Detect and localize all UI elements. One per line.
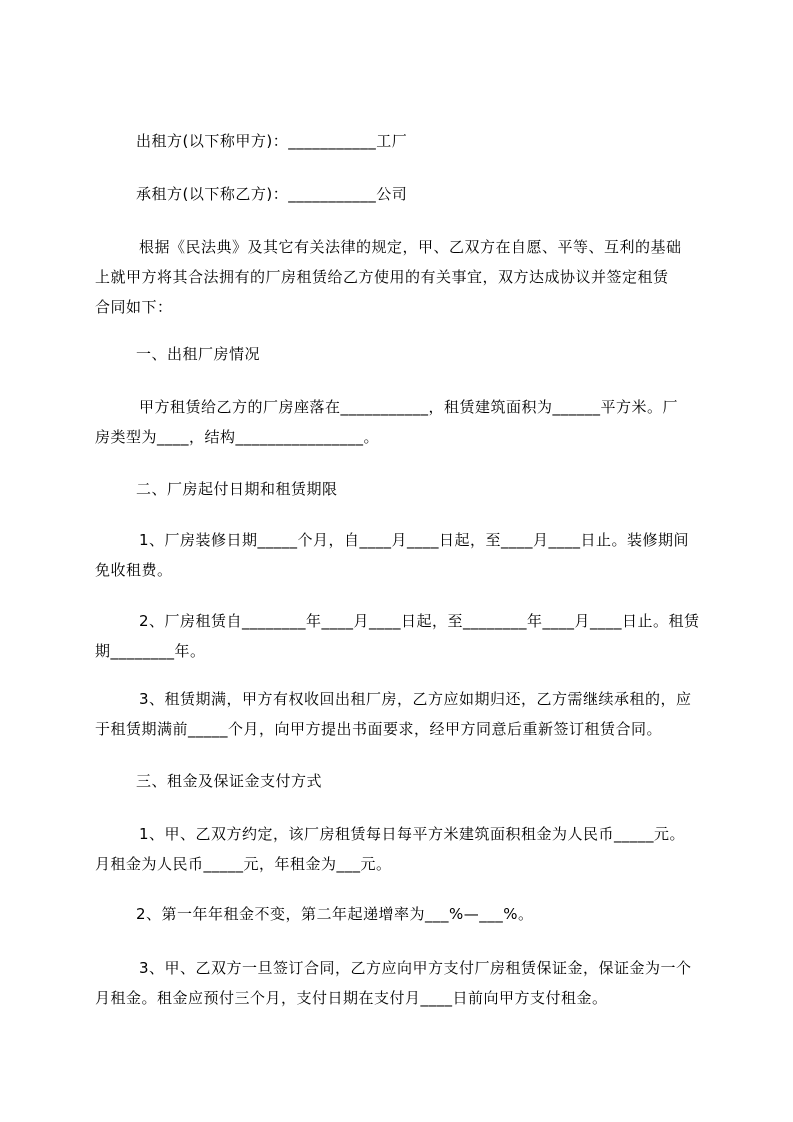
- section2-heading: 二、厂房起付日期和租赁期限: [136, 480, 338, 498]
- section1-heading: 一、出租厂房情况: [136, 345, 261, 363]
- lessee-line: 承租方(以下称乙方)：___________公司: [136, 185, 408, 203]
- preamble-line-2: 上就甲方将其合法拥有的厂房租赁给乙方使用的有关事宜，双方达成协议并签定租赁: [95, 268, 669, 286]
- section3-item2-line-1: 2、第一年年租金不变，第二年起递增率为___%—___%。: [136, 905, 534, 923]
- section1-line-1: 甲方租赁给乙方的厂房座落在___________，租赁建筑面积为______平方米。厂: [139, 398, 679, 416]
- section3-item1-line-1: 1、甲、乙双方约定，该厂房租赁每日每平方米建筑面积租金为人民币_____元。: [139, 825, 686, 843]
- section3-heading: 三、租金及保证金支付方式: [136, 772, 323, 790]
- section2-item3-line-1: 3、租赁期满，甲方有权收回出租厂房，乙方应如期归还，乙方需继续承租的，应: [139, 690, 692, 708]
- section3-item3-line-1: 3、甲、乙双方一旦签订合同，乙方应向甲方支付厂房租赁保证金，保证金为一个: [139, 959, 692, 977]
- section2-item3-line-2: 于租赁期满前_____个月，向甲方提出书面要求，经甲方同意后重新签订租赁合同。: [95, 720, 663, 738]
- section3-item1-line-2: 月租金为人民币_____元，年租金为___元。: [95, 855, 392, 873]
- section3-item3-line-2: 月租金。租金应预付三个月，支付日期在支付月____日前向甲方支付租金。: [95, 989, 608, 1007]
- preamble-line-1: 根据《民法典》及其它有关法律的规定，甲、乙双方在自愿、平等、互利的基础: [139, 238, 682, 256]
- section1-line-2: 房类型为____，结构________________。: [95, 428, 380, 446]
- section2-item2-line-2: 期________年。: [95, 642, 206, 660]
- section2-item1-line-1: 1、厂房装修日期_____个月，自____月____日起，至____月____日止。装修期间: [139, 531, 690, 549]
- section2-item2-line-1: 2、厂房租赁自________年____月____日起，至________年____月____日止。租赁: [139, 612, 700, 630]
- preamble-line-3: 合同如下：: [95, 298, 173, 316]
- lessor-line: 出租方(以下称甲方)：___________工厂: [136, 132, 408, 150]
- section2-item1-line-2: 免收租费。: [95, 561, 173, 579]
